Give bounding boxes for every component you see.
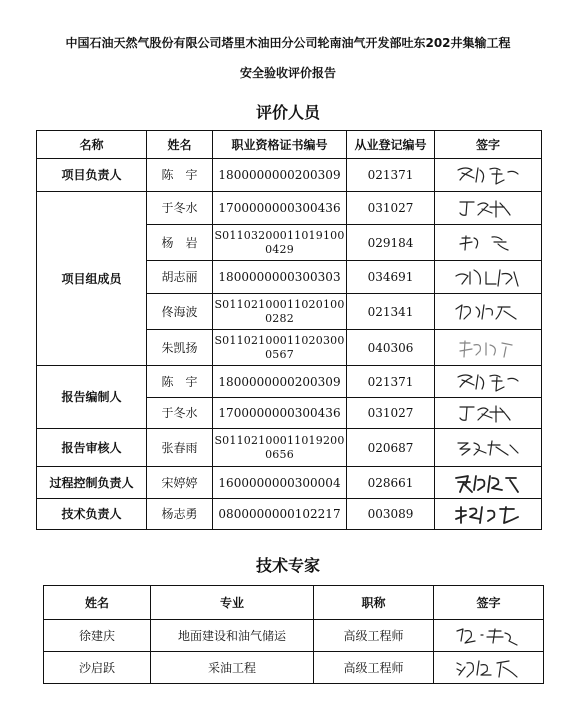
name-cell: 宋婷婷 [147, 467, 213, 499]
title-cell: 高级工程师 [314, 620, 434, 652]
table-row [44, 620, 544, 652]
reg-cell: 003089 [347, 499, 435, 530]
signature-cell [435, 467, 542, 499]
role-cell: 项目组成员 [37, 192, 147, 366]
cert-line: 0567 [265, 347, 294, 361]
handwritten-signature [452, 402, 524, 424]
reg-cell: 031027 [347, 192, 435, 225]
reg-cell: 029184 [347, 225, 435, 261]
reg-cell: 021341 [347, 294, 435, 330]
cert-cell [213, 330, 347, 366]
experts-header-row [44, 586, 544, 620]
signature-cell [434, 620, 544, 652]
experts-section-title: 技术专家 [255, 556, 320, 575]
title-cell: 高级工程师 [314, 652, 434, 684]
header-name: 姓名 [44, 586, 151, 620]
signature-cell [435, 398, 542, 429]
header-signature: 签字 [435, 131, 542, 159]
name-cell: 沙启跃 [44, 652, 151, 684]
name-cell: 张春雨 [147, 429, 213, 467]
handwritten-signature [452, 197, 524, 219]
table-row [37, 467, 542, 499]
handwritten-signature [452, 437, 524, 459]
name-cell: 于冬水 [147, 192, 213, 225]
table-row [37, 159, 542, 192]
table-row [37, 499, 542, 530]
cert-cell: 1800000000200309 [213, 366, 347, 398]
signature-cell [435, 294, 542, 330]
cert-line: S01103200011019100 [214, 228, 345, 242]
name-cell: 于冬水 [147, 398, 213, 429]
handwritten-signature [452, 337, 524, 359]
role-cell: 报告审核人 [37, 429, 147, 467]
name-cell: 佟海波 [147, 294, 213, 330]
cert-line: 0429 [265, 242, 294, 256]
name-cell: 杨 岩 [147, 225, 213, 261]
reg-cell: 028661 [347, 467, 435, 499]
table-row [37, 192, 542, 225]
document-title: 中国石油天然气股份有限公司塔里木油田分公司轮南油气开发部吐东202井集输工程 [65, 36, 511, 50]
major-cell: 采油工程 [151, 652, 314, 684]
header-role: 名称 [37, 131, 147, 159]
role-cell: 项目负责人 [37, 159, 147, 192]
reg-cell: 040306 [347, 330, 435, 366]
experts-table [43, 585, 544, 684]
signature-cell [434, 652, 544, 684]
cert-line: S01102100011020100 [214, 297, 345, 311]
evaluators-table [36, 130, 542, 530]
header-name: 姓名 [147, 131, 213, 159]
cert-cell: 1700000000300436 [213, 398, 347, 429]
reg-cell: 021371 [347, 366, 435, 398]
header-cert: 职业资格证书编号 [213, 131, 347, 159]
cert-cell: 0800000000102217 [213, 499, 347, 530]
major-cell: 地面建设和油气储运 [151, 620, 314, 652]
signature-cell [435, 366, 542, 398]
header-signature: 签字 [434, 586, 544, 620]
name-cell: 杨志勇 [147, 499, 213, 530]
name-cell: 陈 宇 [147, 159, 213, 192]
signature-cell [435, 330, 542, 366]
signature-cell [435, 225, 542, 261]
signature-cell [435, 159, 542, 192]
cert-line: 0282 [265, 311, 294, 325]
cert-cell [213, 429, 347, 467]
handwritten-signature [452, 472, 524, 494]
role-cell: 报告编制人 [37, 366, 147, 429]
reg-cell: 031027 [347, 398, 435, 429]
cert-cell: 1800000000300303 [213, 261, 347, 294]
name-cell: 陈 宇 [147, 366, 213, 398]
name-cell: 胡志丽 [147, 261, 213, 294]
cert-line: S01102100011019200 [214, 433, 345, 447]
table-row [37, 366, 542, 398]
signature-cell [435, 429, 542, 467]
table-row [44, 652, 544, 684]
handwritten-signature [453, 625, 525, 647]
cert-line: 0656 [265, 447, 294, 461]
evaluators-header-row [37, 131, 542, 159]
cert-cell: 1800000000200309 [213, 159, 347, 192]
reg-cell: 034691 [347, 261, 435, 294]
name-cell: 朱凯扬 [147, 330, 213, 366]
signature-cell [435, 192, 542, 225]
handwritten-signature [452, 301, 524, 323]
cert-cell: 1700000000300436 [213, 192, 347, 225]
document-subtitle: 安全验收评价报告 [239, 66, 336, 80]
header-major: 专业 [151, 586, 314, 620]
reg-cell: 021371 [347, 159, 435, 192]
role-cell: 技术负责人 [37, 499, 147, 530]
signature-cell [435, 499, 542, 530]
header-title: 职称 [314, 586, 434, 620]
header-reg: 从业登记编号 [347, 131, 435, 159]
name-cell: 徐建庆 [44, 620, 151, 652]
evaluators-section-title: 评价人员 [255, 103, 320, 122]
role-cell: 过程控制负责人 [37, 467, 147, 499]
handwritten-signature [452, 503, 524, 525]
table-row [37, 429, 542, 467]
cert-cell [213, 225, 347, 261]
handwritten-signature [453, 657, 525, 679]
handwritten-signature [452, 371, 524, 393]
cert-cell: 1600000000300004 [213, 467, 347, 499]
cert-cell [213, 294, 347, 330]
signature-cell [435, 261, 542, 294]
reg-cell: 020687 [347, 429, 435, 467]
cert-line: S01102100011020300 [214, 333, 345, 347]
handwritten-signature [452, 266, 524, 288]
handwritten-signature [452, 164, 524, 186]
handwritten-signature [452, 232, 524, 254]
